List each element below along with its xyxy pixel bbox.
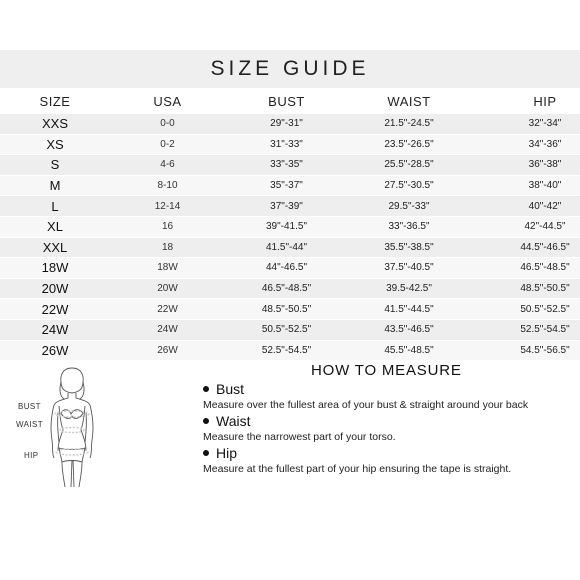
bullet-icon [203, 386, 209, 392]
cell-waist: 37.5"-40.5" [348, 258, 470, 279]
cell-waist: 23.5"-26.5" [348, 134, 470, 155]
figure-label-hip: HIP [24, 451, 39, 460]
table-row [0, 319, 580, 340]
cell-bust: 33"-35" [225, 155, 348, 176]
cell-hip: 50.5"-52.5" [470, 299, 580, 320]
cell-size: M [0, 175, 110, 196]
figure-label-waist: WAIST [16, 420, 44, 429]
cell-bust: 29"-31" [225, 114, 348, 135]
cell-usa: 0-0 [110, 114, 225, 135]
table-body [0, 114, 580, 361]
cell-hip: 32"-34" [470, 114, 580, 135]
bullet-icon [203, 418, 209, 424]
column-header-hip: HIP [470, 90, 580, 114]
cell-waist: 29.5"-33" [348, 196, 470, 217]
cell-hip: 52.5"-54.5" [470, 319, 580, 340]
measure-item-name: Waist [216, 413, 251, 429]
measure-instructions [203, 360, 580, 477]
how-to-measure-section [0, 360, 580, 500]
cell-usa: 22W [110, 299, 225, 320]
size-table [0, 90, 580, 361]
cell-size: S [0, 155, 110, 176]
cell-usa: 18 [110, 237, 225, 258]
cell-waist: 39.5-42.5" [348, 278, 470, 299]
table-row [0, 134, 580, 155]
how-to-measure-title: HOW TO MEASURE [311, 362, 462, 379]
cell-bust: 52.5"-54.5" [225, 340, 348, 361]
cell-waist: 43.5"-46.5" [348, 319, 470, 340]
cell-usa: 16 [110, 216, 225, 237]
cell-bust: 44"-46.5" [225, 258, 348, 279]
cell-waist: 45.5"-48.5" [348, 340, 470, 361]
measure-item-waist [203, 413, 580, 429]
table-row [0, 216, 580, 237]
size-guide-title: SIZE GUIDE [0, 50, 580, 88]
bullet-icon [203, 450, 209, 456]
table-row [0, 175, 580, 196]
column-header-waist: WAIST [348, 90, 470, 114]
cell-hip: 54.5"-56.5" [470, 340, 580, 361]
cell-hip: 42"-44.5" [470, 216, 580, 237]
cell-bust: 48.5"-50.5" [225, 299, 348, 320]
cell-size: L [0, 196, 110, 217]
cell-usa: 12-14 [110, 196, 225, 217]
table-row [0, 196, 580, 217]
cell-bust: 39"-41.5" [225, 216, 348, 237]
cell-hip: 40"-42" [470, 196, 580, 217]
cell-waist: 27.5"-30.5" [348, 175, 470, 196]
cell-bust: 37"-39" [225, 196, 348, 217]
measure-item-desc: Measure the narrowest part of your torso. [203, 431, 396, 443]
cell-waist: 33"-36.5" [348, 216, 470, 237]
cell-hip: 44.5"-46.5" [470, 237, 580, 258]
cell-waist: 25.5"-28.5" [348, 155, 470, 176]
cell-hip: 34"-36" [470, 134, 580, 155]
cell-usa: 18W [110, 258, 225, 279]
cell-waist: 35.5"-38.5" [348, 237, 470, 258]
cell-size: 18W [0, 258, 110, 279]
measure-item-bust [203, 381, 580, 397]
table-row [0, 237, 580, 258]
cell-size: 24W [0, 319, 110, 340]
table-row [0, 114, 580, 135]
body-figure [14, 362, 129, 487]
column-header-usa: USA [110, 90, 225, 114]
table-header-row [0, 90, 580, 114]
measure-item-desc: Measure at the fullest part of your hip ensuring the tape is straight. [203, 463, 512, 475]
cell-size: 26W [0, 340, 110, 361]
size-guide-sheet [0, 50, 580, 361]
cell-bust: 41.5"-44" [225, 237, 348, 258]
table-row [0, 155, 580, 176]
cell-size: XL [0, 216, 110, 237]
cell-waist: 21.5"-24.5" [348, 114, 470, 135]
table-row [0, 299, 580, 320]
table-row [0, 278, 580, 299]
table-row [0, 258, 580, 279]
cell-usa: 0-2 [110, 134, 225, 155]
size-table-wrapper [0, 88, 580, 361]
measure-item-desc: Measure over the fullest area of your bust & straight around your back [203, 399, 529, 411]
figure-label-bust: BUST [18, 402, 41, 411]
column-header-bust: BUST [225, 90, 348, 114]
cell-hip: 36"-38" [470, 155, 580, 176]
cell-hip: 46.5"-48.5" [470, 258, 580, 279]
cell-hip: 48.5"-50.5" [470, 278, 580, 299]
cell-size: XXS [0, 114, 110, 135]
cell-bust: 35"-37" [225, 175, 348, 196]
cell-waist: 41.5"-44.5" [348, 299, 470, 320]
measure-item-hip [203, 445, 580, 461]
cell-hip: 38"-40" [470, 175, 580, 196]
cell-bust: 50.5"-52.5" [225, 319, 348, 340]
cell-bust: 31"-33" [225, 134, 348, 155]
cell-bust: 46.5"-48.5" [225, 278, 348, 299]
column-header-size: SIZE [0, 90, 110, 114]
cell-usa: 24W [110, 319, 225, 340]
measure-item-name: Bust [216, 381, 245, 397]
cell-usa: 20W [110, 278, 225, 299]
cell-usa: 8-10 [110, 175, 225, 196]
table-row [0, 340, 580, 361]
cell-size: XS [0, 134, 110, 155]
cell-size: 22W [0, 299, 110, 320]
cell-size: XXL [0, 237, 110, 258]
cell-usa: 26W [110, 340, 225, 361]
cell-usa: 4-6 [110, 155, 225, 176]
measure-item-name: Hip [216, 445, 238, 461]
cell-size: 20W [0, 278, 110, 299]
